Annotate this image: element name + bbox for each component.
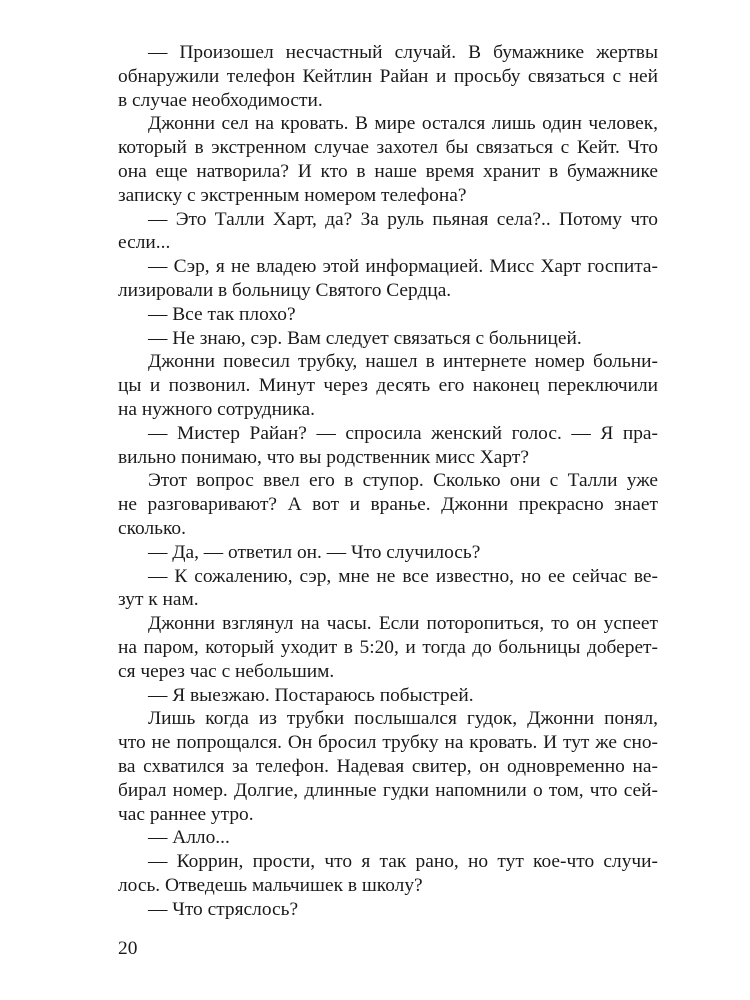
- text-line: который в экстренном случае захотел бы связаться с Кейт. Что: [118, 137, 658, 159]
- text-line: — К сожалению, сэр, мне не все известно, но ее сейчас ве-: [148, 565, 658, 587]
- text-line: — Что стряслось?: [148, 898, 299, 920]
- text-line: если...: [118, 232, 171, 254]
- text-line: цы и позвонил. Минут через десять его наконец переключили: [118, 375, 658, 397]
- text-line: сколько.: [118, 517, 186, 539]
- text-line: Джонни повесил трубку, нашел в интернете номер больни-: [148, 351, 658, 373]
- text-line: бирал номер. Долгие, длинные гудки напомнили о том, что сей-: [118, 779, 658, 801]
- text-line: Этот вопрос ввел его в ступор. Сколько они с Талли уже: [148, 470, 658, 492]
- text-line: лизировали в больницу Святого Сердца.: [118, 279, 452, 301]
- text-line: на паром, который уходит в 5:20, и тогда до больницы доберет-: [118, 636, 658, 658]
- text-line: Лишь когда из трубки послышался гудок, Джонни понял,: [148, 708, 658, 730]
- text-line: час раннее утро.: [118, 803, 254, 825]
- text-line: — Я выезжаю. Постараюсь побыстрей.: [148, 684, 474, 706]
- text-line: ва схватился за телефон. Надевая свитер, он одновременно на-: [118, 755, 658, 777]
- text-line: — Произошел несчастный случай. В бумажнике жертвы: [148, 42, 658, 63]
- text-line: обнаружили телефон Кейтлин Райан и просьбу связаться с ней: [118, 65, 658, 87]
- text-line: на нужного сотрудника.: [118, 398, 316, 420]
- text-line: — Это Талли Харт, да? За руль пьяная села?.. Потому что: [148, 208, 658, 230]
- text-line: — Коррин, прости, что я так рано, но тут кое-что случи-: [148, 851, 658, 873]
- text-line: она еще натворила? И кто в наше время хранит в бумажнике: [118, 160, 658, 182]
- text-line: — Алло...: [148, 827, 230, 849]
- text-line: лось. Отведешь мальчишек в школу?: [118, 874, 423, 896]
- page-number: 20: [118, 938, 138, 959]
- text-line: вильно понимаю, что вы родственник мисс Харт?: [118, 446, 529, 468]
- text-line: — Да, — ответил он. — Что случилось?: [148, 541, 481, 563]
- text-line: не разговаривают? А вот и вранье. Джонни прекрасно знает: [118, 494, 658, 516]
- text-line: — Сэр, я не владею этой информацией. Мисс Харт госпита-: [148, 256, 658, 278]
- text-line: — Мистер Райан? — спросила женский голос. — Я пра-: [148, 422, 658, 444]
- text-line: в случае необходимости.: [118, 89, 323, 111]
- text-line: — Все так плохо?: [148, 303, 296, 325]
- text-line: Джонни взглянул на часы. Если поторопиться, то он успеет: [148, 613, 658, 635]
- text-line: ся через час с небольшим.: [118, 660, 335, 682]
- text-line: записку с экстренным номером телефона?: [118, 184, 467, 206]
- text-line: — Не знаю, сэр. Вам следует связаться с больницей.: [148, 327, 582, 349]
- text-line: что не попрощался. Он бросил трубку на кровать. И тут же сно-: [118, 732, 658, 754]
- text-line: Джонни сел на кровать. В мире остался лишь один человек,: [148, 113, 658, 135]
- text-line: зут к нам.: [118, 589, 199, 611]
- body-text: [118, 41, 658, 921]
